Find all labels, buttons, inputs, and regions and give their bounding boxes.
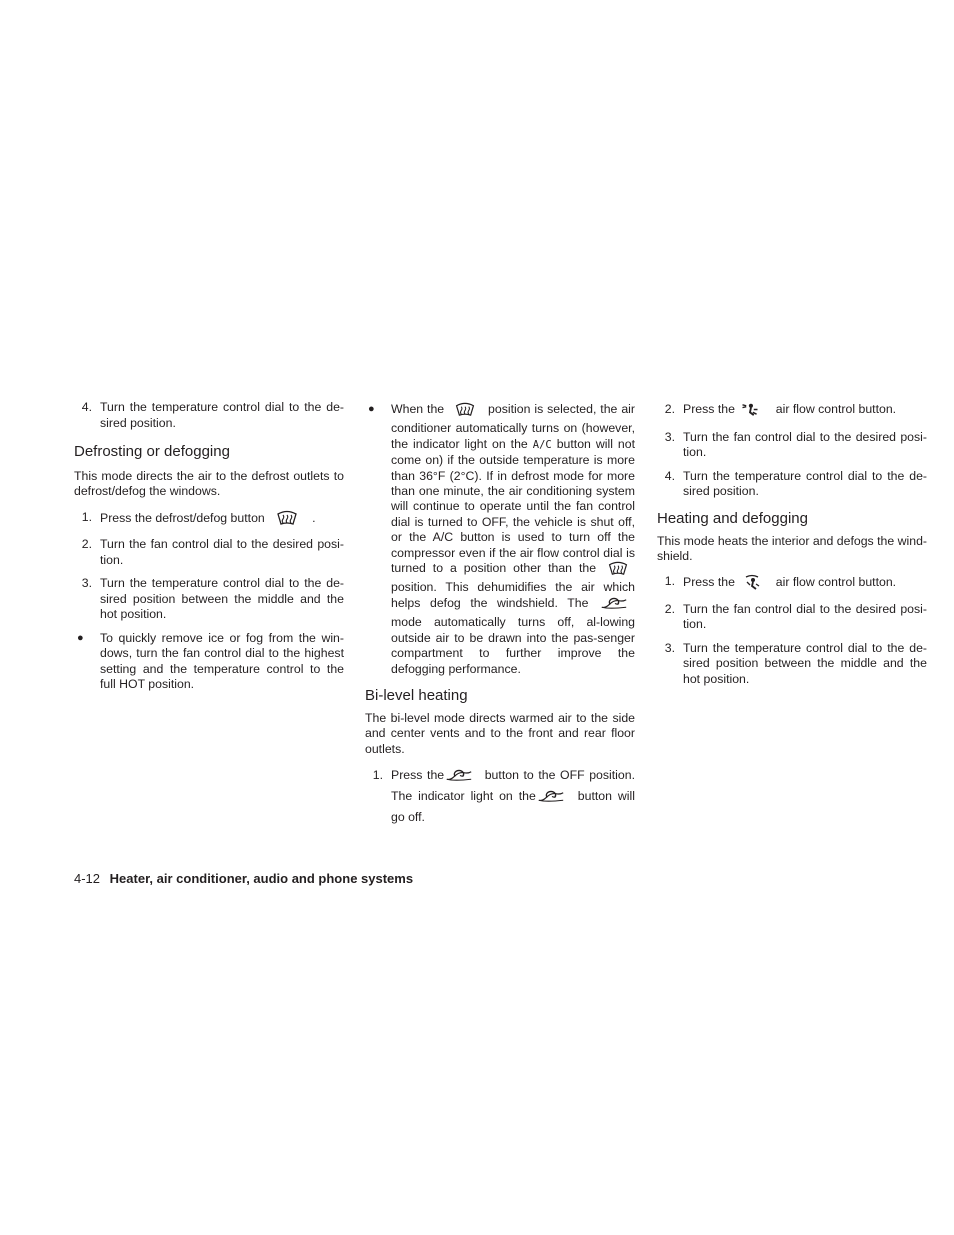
ac-button-label: A/C: [532, 438, 552, 451]
item-number: 1.: [664, 574, 675, 589]
page-number: 4-12: [74, 871, 101, 886]
item-text: Turn the fan control dial to the desired posi-tion.: [100, 537, 344, 567]
recirculation-icon: [444, 768, 474, 788]
recirculation-icon: [536, 789, 566, 809]
bullet-item: [74, 631, 344, 693]
list-item: [657, 402, 927, 422]
item-number: 3.: [664, 429, 675, 444]
page-footer: [74, 871, 413, 886]
recirculation-icon: [599, 596, 629, 615]
section-intro: This mode directs the air to the defrost outlets to defrost/defog the windows.: [74, 469, 344, 499]
bullet-mark: ●: [77, 631, 84, 644]
list-item: [657, 430, 927, 461]
item-text: Turn the temperature control dial to the de-sired position between the middle and the hot position.: [683, 640, 927, 686]
list-item: [74, 400, 344, 431]
item-number: 1.: [372, 767, 383, 782]
item-text: Turn the temperature control dial to the de-sired position between the middle and the hot position.: [100, 576, 344, 622]
list-item: [74, 576, 344, 623]
defrost-icon: [276, 510, 298, 531]
item-number: 2.: [664, 601, 675, 616]
item-text: Turn the temperature control dial to the de-sired position.: [100, 400, 344, 430]
section-intro: The bi-level mode directs warmed air to the side and center vents and to the front and rear floor outlets.: [365, 710, 635, 756]
item-text: Turn the temperature control dial to the de-sired position.: [683, 468, 927, 498]
list-item: [365, 767, 635, 826]
item-text: Press the defrost/defog button .: [100, 510, 344, 531]
list-item: [657, 469, 927, 500]
bilevel-icon: [740, 402, 760, 422]
column-2: [365, 402, 635, 826]
item-number: 4.: [664, 468, 675, 483]
bullet-item: [365, 402, 635, 677]
heat-defog-icon: [744, 574, 760, 595]
section-heading-bilevel: Bi-level heating: [365, 686, 468, 704]
column-3: [657, 402, 927, 687]
item-number: 2.: [664, 402, 675, 416]
chapter-title: Heater, air conditioner, audio and phone systems: [109, 871, 414, 886]
item-text: To quickly remove ice or fog from the win-dows, turn the fan control dial to the highest setting and the temperature control to the full HOT position.: [100, 630, 344, 692]
list-item: [657, 602, 927, 633]
list-item: [657, 574, 927, 595]
item-text: Turn the fan control dial to the desired posi-tion.: [683, 601, 927, 632]
column-1: [74, 400, 344, 693]
item-number: 3.: [81, 576, 92, 591]
item-text: Press the air flow control button.: [683, 574, 927, 595]
list-item: [657, 641, 927, 688]
list-item: [74, 510, 344, 531]
section-heading-defrosting: Defrosting or defogging: [74, 443, 230, 460]
item-text: Press the air flow control button.: [683, 402, 927, 422]
list-item: [74, 537, 344, 568]
item-text: Turn the fan control dial to the desired posi-tion.: [683, 429, 927, 459]
item-number: 4.: [81, 400, 92, 414]
section-intro: This mode heats the interior and defogs the wind-shield.: [657, 533, 928, 563]
defrost-icon: [607, 561, 629, 580]
defrost-icon: [454, 402, 476, 421]
item-text: Press the button to the OFF position. The indicator light on the button will go off.: [391, 767, 635, 824]
section-heading-heating-defogging: Heating and defogging: [657, 509, 808, 527]
item-number: 2.: [81, 537, 92, 552]
item-number: 3.: [664, 640, 675, 655]
item-text: When the position is selected, the air conditioner automatically turns on (however, the indicator light on the A/C button will not come on) if the outside temperature is more than 36°F (2°C). If in defrost mode for more than one minute, the air conditioning system will continue to operate until the fan control dial is turned to OFF, the vehicle is shut off, or the A/C button is used to turn off the compressor even if the air flow control dial is turned to a position other than the position. This dehumidifies the air which helps defog the windshield. The mode automatically turns off, al-lowing outside air to be drawn into the pas-senger compartment to further improve the defogging performance.: [391, 402, 635, 676]
item-number: 1.: [81, 509, 92, 524]
bullet-mark: ●: [368, 403, 375, 415]
